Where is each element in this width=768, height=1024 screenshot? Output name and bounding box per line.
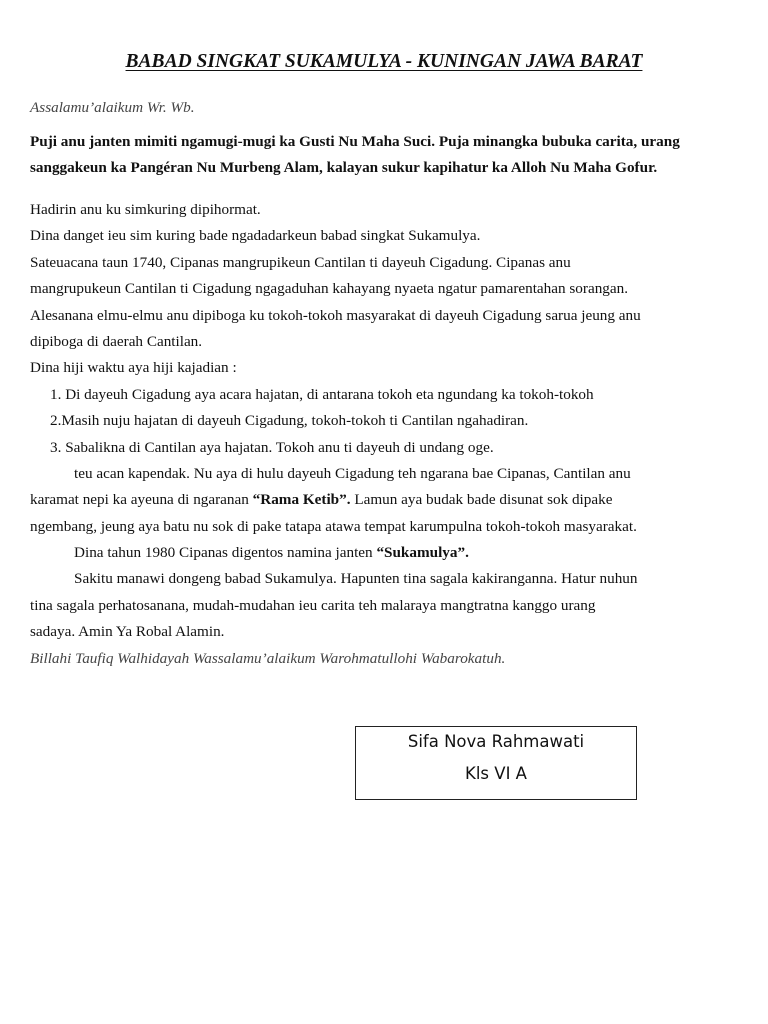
author-class: Kls VI A <box>465 764 527 783</box>
body-line <box>30 487 641 513</box>
intro-paragraph <box>30 129 680 182</box>
body-line: mangrupukeun Cantilan ti Cigadung ngagaduhan kahayang nyaeta ngatur pamarentahan sorangan. <box>30 280 629 298</box>
story-body <box>30 197 641 646</box>
list-item: 2.Masih nuju hajatan di dayeuh Cigadung, tokoh-tokoh ti Cantilan ngahadiran. <box>50 412 529 430</box>
bold-name-sukamulya: “Sukamulya”. <box>376 544 469 562</box>
closing-salutation: Billahi Taufiq Walhidayah Wassalamu’alaikum Warohmatullohi Wabarokatuh. <box>30 650 506 667</box>
body-line: Dina hiji waktu aya hiji kajadian : <box>30 359 237 377</box>
intro-line: sanggakeun ka Pangéran Nu Murbeng Alam, kalayan sukur kapihatur ka Alloh Nu Maha Gofur. <box>30 159 658 177</box>
body-text: Dina tahun 1980 Cipanas digentos namina janten <box>74 544 377 562</box>
body-line: tina sagala perhatosanana, mudah-mudahan ieu carita teh malaraya mangtratna kanggo urang <box>30 596 596 614</box>
intro-line: Puji anu janten mimiti ngamugi-mugi ka Gusti Nu Maha Suci. Puja minangka bubuka carita, urang <box>30 133 680 150</box>
list-item: 1. Di dayeuh Cigadung aya acara hajatan, di antarana tokoh eta ngundang ka tokoh-tokoh <box>50 385 594 403</box>
body-line: Dina danget ieu sim kuring bade ngadadarkeun babad singkat Sukamulya. <box>30 227 481 245</box>
bold-name-rama-ketib: “Rama Ketib”. <box>252 491 351 509</box>
signature-box <box>355 726 637 800</box>
body-line: Sakitu manawi dongeng babad Sukamulya. Hapunten tina sagala kakiranganna. Hatur nuhun <box>74 570 638 588</box>
body-line: teu acan kapendak. Nu aya di hulu dayeuh Cigadung teh ngarana bae Cipanas, Cantilan anu <box>74 464 631 482</box>
body-line: ngembang, jeung aya batu nu sok di pake tatapa atawa tempat karumpulna tokoh-tokoh masyarakat. <box>30 517 637 535</box>
body-line: dipiboga di daerah Cantilan. <box>30 332 203 350</box>
body-line: Sateuacana taun 1740, Cipanas mangrupikeun Cantilan ti dayeuh Cigadung. Cipanas anu <box>30 253 571 271</box>
body-text: karamat nepi ka ayeuna di ngaranan <box>30 491 253 509</box>
greeting: Assalamu’alaikum Wr. Wb. <box>30 99 195 116</box>
body-line <box>30 540 641 566</box>
author-name: Sifa Nova Rahmawati <box>407 732 585 751</box>
body-line: Alesanana elmu-elmu anu dipiboga ku tokoh-tokoh masyarakat di dayeuh Cigadung sarua jeung anu <box>30 306 641 324</box>
body-text: Lamun aya budak bade disunat sok dipake <box>350 491 613 509</box>
list-item: 3. Sabalikna di Cantilan aya hajatan. Tokoh anu ti dayeuh di undang oge. <box>50 438 494 456</box>
document-title: BABAD SINGKAT SUKAMULYA - KUNINGAN JAWA BARAT <box>125 51 643 72</box>
body-line: sadaya. Amin Ya Robal Alamin. <box>30 623 225 641</box>
body-line: Hadirin anu ku simkuring dipihormat. <box>30 201 261 218</box>
